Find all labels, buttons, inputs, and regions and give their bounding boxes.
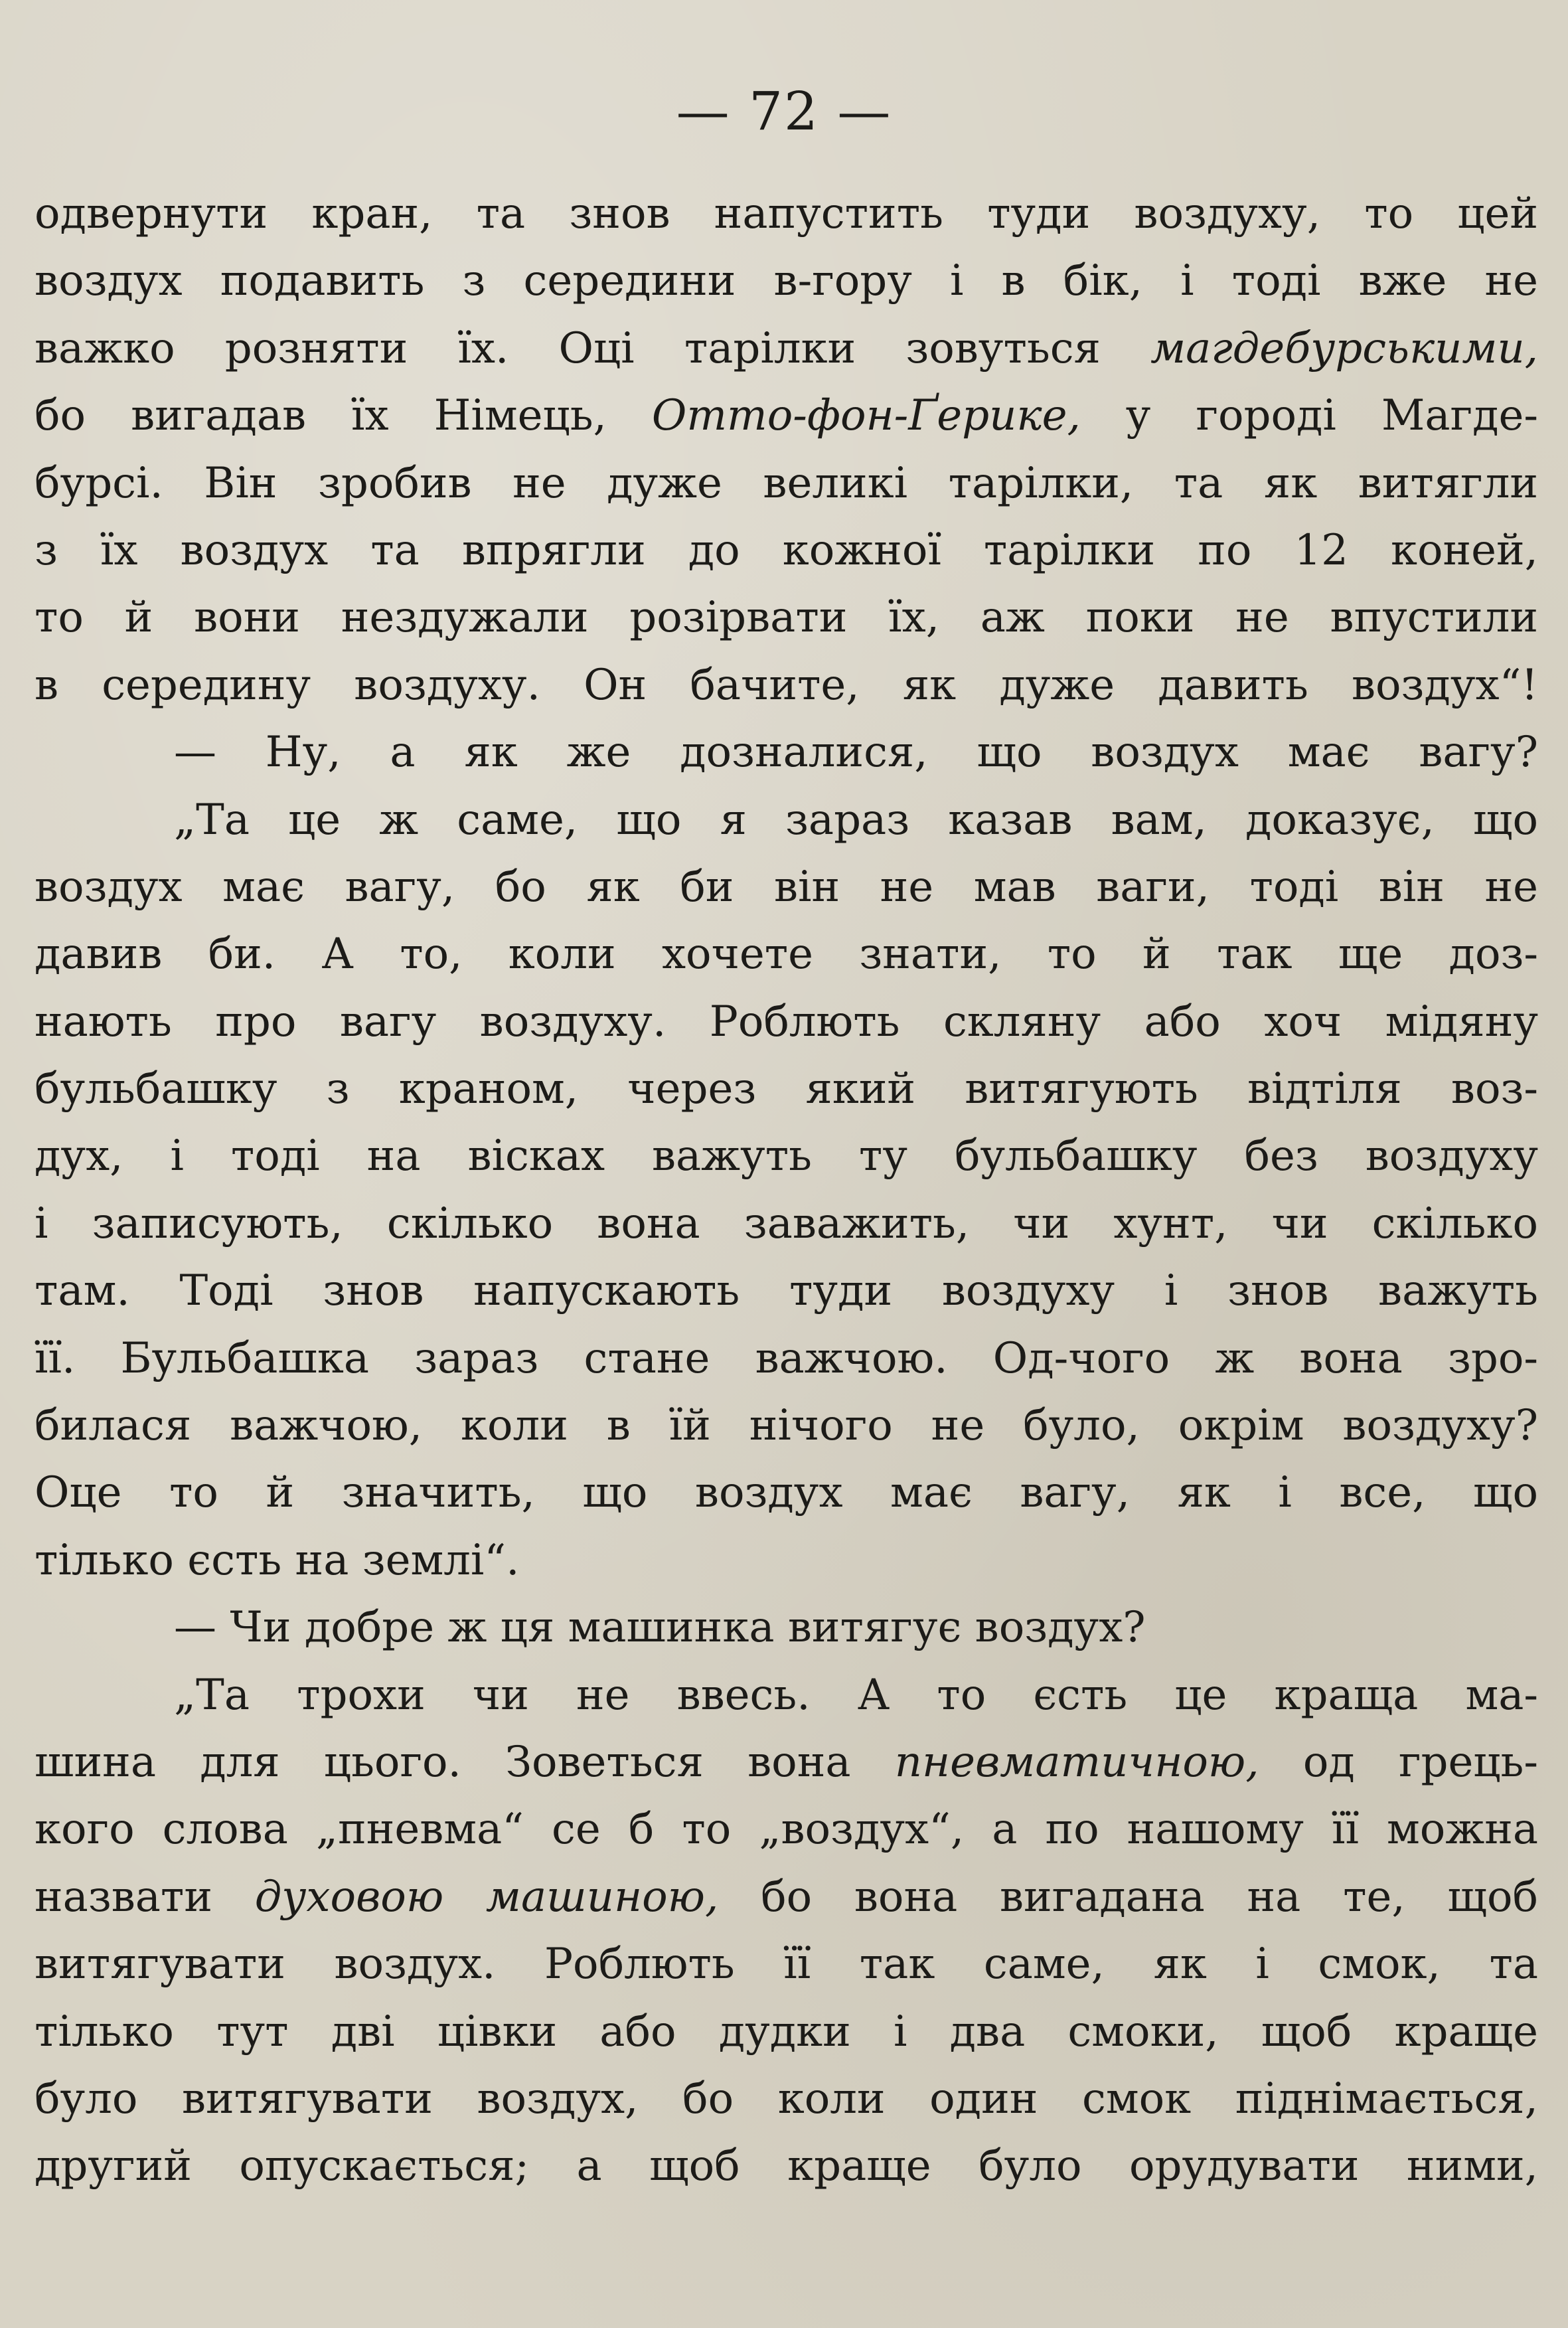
text-line (35, 921, 1538, 988)
text-line (35, 181, 1538, 248)
italic-term: магдебурськими, (1150, 323, 1539, 373)
text-line-content: назвати (35, 1872, 212, 1922)
text-line (35, 382, 1538, 450)
text-line-content: витягувати воздух. Роблють її так саме, як і смок, та (35, 1940, 1538, 1989)
text-line (35, 1999, 1538, 2066)
text-line-content: тілько тут дві цівки або дудки і два смоки, щоб краще (35, 2007, 1538, 2056)
text-line-content: важко розняти їх. Оці тарілки зовуться (35, 323, 1101, 373)
text-line (35, 787, 1538, 854)
italic-term: пневматичною, (894, 1737, 1259, 1787)
page-text (35, 181, 1538, 2201)
text-line-content: і записують, скілько вона заважить, чи хунт, чи скілько (35, 1199, 1538, 1248)
text-line-content: шина для цього. Зоветься вона (35, 1737, 851, 1787)
text-line (35, 989, 1538, 1056)
text-line-content: було витягувати воздух, бо коли один смок піднімається, (35, 2074, 1538, 2123)
text-line-content: воздух має вагу, бо як би він не мав ваги, тоді він не (35, 862, 1538, 912)
text-line (35, 1459, 1538, 1527)
text-line (35, 1325, 1538, 1392)
text-line-content: її. Бульбашка зараз стане важчою. Од-чого ж вона зро- (35, 1333, 1538, 1383)
text-line (35, 719, 1538, 786)
text-line (35, 1056, 1538, 1123)
text-line (35, 1191, 1538, 1258)
text-line-content: „Та це ж саме, що я зараз казав вам, доказує, що (174, 795, 1538, 845)
text-line-content: нають про вагу воздуху. Роблють скляну або хоч мідяну (35, 997, 1538, 1046)
text-line-content: там. Тоді знов напускають туди воздуху і знов важуть (35, 1266, 1538, 1316)
text-line-content: в середину воздуху. Он бачите, як дуже давить воздух“! (35, 660, 1538, 710)
text-line-continuation: од грець- (1302, 1737, 1538, 1787)
text-line-content: воздух подавить з середини в-гору і в бік, і тоді вже не (35, 256, 1538, 306)
text-line (35, 1662, 1538, 1729)
text-line (35, 450, 1538, 517)
italic-term: Отто-фон-Ґерике, (651, 391, 1081, 441)
text-line (35, 1392, 1538, 1459)
text-line (35, 652, 1538, 719)
text-line (35, 1796, 1538, 1863)
text-line (35, 1258, 1538, 1325)
text-line-content: бурсі. Він зробив не дуже великі тарілки, та як витягли (35, 458, 1538, 508)
text-line (35, 1527, 1538, 1594)
text-line (35, 1729, 1538, 1796)
text-line (35, 248, 1538, 315)
text-line-content: бульбашку з краном, через який витягують відтіля воз- (35, 1064, 1538, 1114)
text-line (35, 2133, 1538, 2200)
italic-term: духовою машиною, (254, 1872, 719, 1922)
text-line-content: кого слова „пневма“ се б то „воздух“, а по нашому її можна (35, 1805, 1538, 1855)
page-number: — 72 — (676, 80, 892, 142)
text-line-continuation: бо вона вигадана на те, щоб (761, 1872, 1539, 1922)
text-line-content: то й вони нездужали розірвати їх, аж поки не впустили (35, 593, 1538, 643)
text-line-content: Оце то й значить, що воздух має вагу, як і все, що (35, 1468, 1538, 1518)
text-line-content: — Ну, а як же дозналися, що воздух має вагу? (174, 728, 1538, 778)
text-line-content: дух, і тоді на вісках важуть ту бульбашку без воздуху (35, 1131, 1538, 1181)
text-line-content: — Чи добре ж ця машинка витягує воздух? (174, 1603, 1146, 1653)
text-line (35, 1594, 1538, 1661)
text-line-content: другий опускається; а щоб краще було орудувати ними, (35, 2141, 1538, 2191)
text-line (35, 854, 1538, 921)
text-line (35, 1864, 1538, 1931)
text-line-content: з їх воздух та впрягли до кожної тарілки по 12 коней, (35, 525, 1538, 575)
text-line-content: бо вигадав їх Німець, (35, 391, 607, 441)
text-line-content: „Та трохи чи не ввесь. А то єсть це краща ма- (174, 1670, 1538, 1720)
text-line-continuation: у городі Магде- (1125, 391, 1538, 441)
text-line (35, 1123, 1538, 1190)
text-line (35, 1931, 1538, 1998)
text-line (35, 517, 1538, 584)
text-line-content: одвернути кран, та знов напустить туди воздуху, то цей (35, 189, 1538, 238)
text-line-content: билася важчою, коли в їй нічого не було, окрім воздуху? (35, 1401, 1538, 1451)
text-line (35, 2066, 1538, 2133)
text-line (35, 584, 1538, 651)
text-line-content: давив би. А то, коли хочете знати, то й так ще доз- (35, 930, 1538, 979)
text-line (35, 315, 1538, 382)
text-line-content: тілько єсть на землі“. (35, 1535, 520, 1585)
